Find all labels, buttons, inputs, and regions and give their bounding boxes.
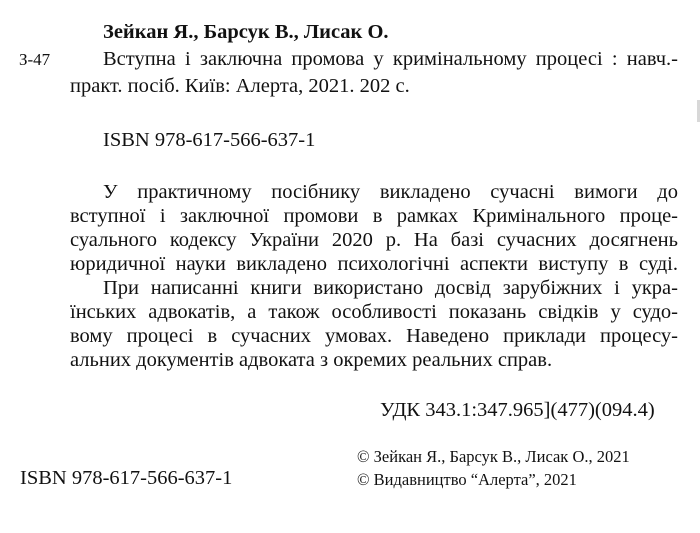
- title-line-2: практ. посіб. Київ: Алерта, 2021. 202 с.: [70, 75, 410, 97]
- udk-code: УДК 343.1:347.965](477)(094.4): [380, 399, 655, 421]
- copyright-authors: © Зейкан Я., Барсук В., Лисак О., 2021: [357, 447, 630, 466]
- abstract-p1-line-3: суального кодексу України 2020 р. На базі сучасних досягнень: [70, 229, 678, 251]
- abstract-p2-line-3: вому процесі в сучасних умовах. Наведено приклади процесу-: [70, 325, 678, 347]
- isbn-bottom: ISBN 978-617-566-637-1: [20, 467, 233, 489]
- abstract-p1-line-2: вступної і заключної промови в рамках Кримінального проце-: [70, 205, 678, 227]
- copyright-publisher: © Видавництво “Алерта”, 2021: [357, 470, 577, 489]
- abstract-p2-line-4: альних документів адвоката з окремих реальних справ.: [70, 349, 553, 371]
- abstract-p1-line-1: У практичному посібнику викладено сучасні вимоги до: [103, 181, 678, 203]
- authors-line: Зейкан Я., Барсук В., Лисак О.: [103, 21, 389, 43]
- abstract-p2-line-2: їнських адвокатів, а також особливості показань свідків у судо-: [70, 301, 678, 323]
- title-line-1: Вступна і заключна промова у кримінальному процесі : навч.-: [103, 48, 678, 70]
- author-code: З-47: [19, 50, 51, 69]
- isbn-top: ISBN 978-617-566-637-1: [103, 129, 316, 151]
- abstract-p2-line-1: При написанні книги використано досвід зарубіжних і укра-: [103, 277, 678, 299]
- abstract-p1-line-4: юридичної науки викладено психологічні аспекти виступу в суді.: [70, 253, 678, 275]
